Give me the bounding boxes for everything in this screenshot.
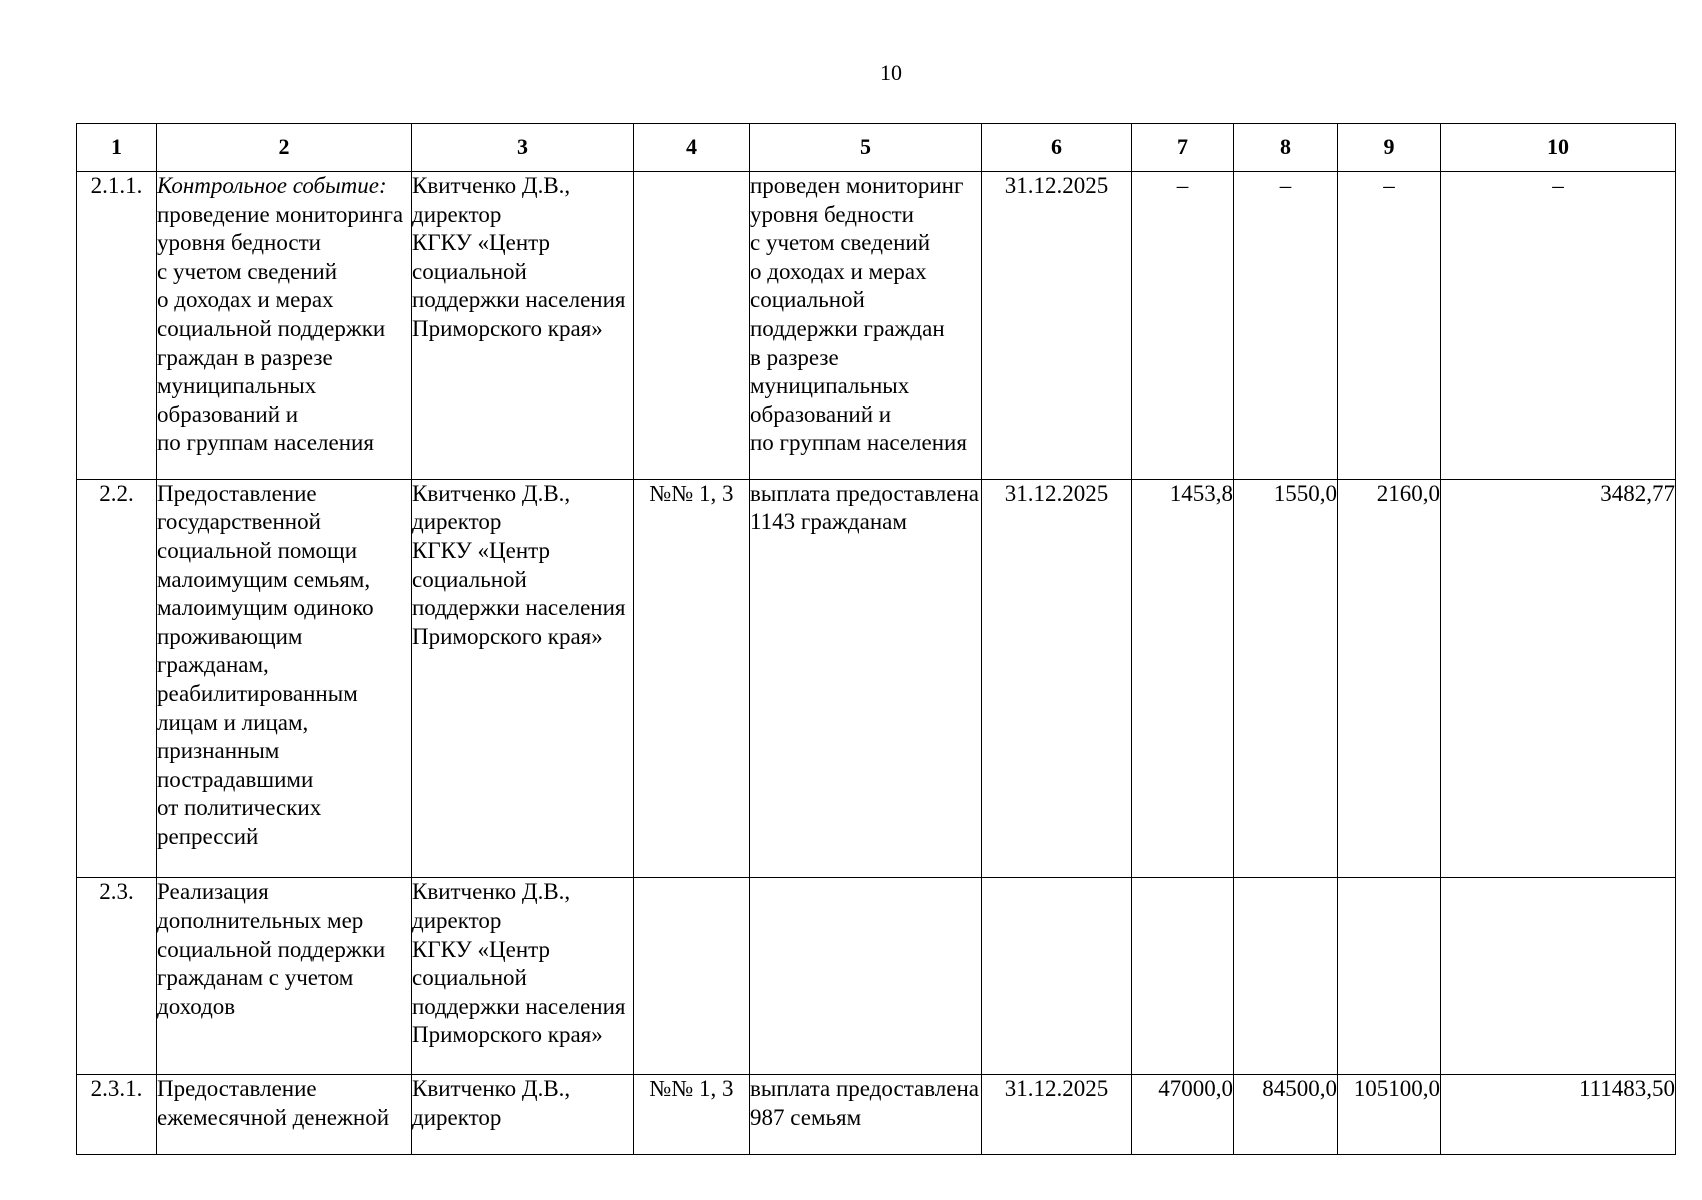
table-row xyxy=(77,878,1676,1075)
header-cell-4: 4 xyxy=(634,124,750,172)
expected-result xyxy=(750,878,982,1075)
value-col-8: 1550,0 xyxy=(1234,479,1338,878)
header-cell-1: 1 xyxy=(77,124,157,172)
indicator-refs xyxy=(634,878,750,1075)
header-cell-2: 2 xyxy=(157,124,412,172)
table-row xyxy=(77,172,1676,480)
header-cell-8: 8 xyxy=(1234,124,1338,172)
value-col-9: 2160,0 xyxy=(1338,479,1441,878)
value-col-9: – xyxy=(1338,172,1441,480)
row-number: 2.2. xyxy=(77,479,157,878)
measure-name: проведение мониторинга уровня бедности с учетом сведений о доходах и мерах социальной поддержки граждан в разрезе муниципальных образований и по группам населения xyxy=(157,201,404,456)
measure-name: Реализация дополнительных мер социальной поддержки гражданам с учетом доходов xyxy=(157,878,412,1075)
indicator-refs: №№ 1, 3 xyxy=(634,1075,750,1155)
header-cell-6: 6 xyxy=(982,124,1132,172)
indicator-refs xyxy=(634,172,750,480)
expected-result: выплата предоставлена 987 семьям xyxy=(750,1075,982,1155)
row-number: 2.3. xyxy=(77,878,157,1075)
control-event-label: Контрольное событие: xyxy=(157,173,387,198)
value-col-10 xyxy=(1441,878,1676,1075)
expected-result: выплата предоставлена 1143 гражданам xyxy=(750,479,982,878)
deadline-date: 31.12.2025 xyxy=(982,479,1132,878)
expected-result: проведен мониторинг уровня бедности с учетом сведений о доходах и мерах социальной поддержки граждан в разрезе муниципальных образований и по группам населения xyxy=(750,172,982,480)
page-number: 10 xyxy=(880,60,902,85)
responsible-person: Квитченко Д.В., директор КГКУ «Центр социальной поддержки населения Приморского края» xyxy=(412,172,634,480)
header-cell-10: 10 xyxy=(1441,124,1676,172)
value-col-8: 84500,0 xyxy=(1234,1075,1338,1155)
row-number: 2.3.1. xyxy=(77,1075,157,1155)
measure-name-cell xyxy=(157,172,412,480)
header-cell-9: 9 xyxy=(1338,124,1441,172)
measure-name: Предоставление государственной социальной помощи малоимущим семьям, малоимущим одиноко проживающим гражданам, реабилитированным лицам и лицам, признанным пострадавшими от политических репрессий xyxy=(157,479,412,878)
table-row xyxy=(77,479,1676,878)
measure-name: Предоставление ежемесячной денежной xyxy=(157,1075,412,1155)
header-cell-3: 3 xyxy=(412,124,634,172)
responsible-person: Квитченко Д.В., директор КГКУ «Центр социальной поддержки населения Приморского края» xyxy=(412,479,634,878)
responsible-person: Квитченко Д.В., директор КГКУ «Центр социальной поддержки населения Приморского края» xyxy=(412,878,634,1075)
deadline-date xyxy=(982,878,1132,1075)
header-cell-7: 7 xyxy=(1132,124,1234,172)
responsible-person: Квитченко Д.В., директор xyxy=(412,1075,634,1155)
header-row xyxy=(77,124,1676,172)
deadline-date: 31.12.2025 xyxy=(982,172,1132,480)
value-col-7: 1453,8 xyxy=(1132,479,1234,878)
value-col-8 xyxy=(1234,878,1338,1075)
value-col-7: 47000,0 xyxy=(1132,1075,1234,1155)
value-col-7: – xyxy=(1132,172,1234,480)
table-row xyxy=(77,1075,1676,1155)
value-col-10: 3482,77 xyxy=(1441,479,1676,878)
value-col-8: – xyxy=(1234,172,1338,480)
value-col-9 xyxy=(1338,878,1441,1075)
deadline-date: 31.12.2025 xyxy=(982,1075,1132,1155)
indicator-refs: №№ 1, 3 xyxy=(634,479,750,878)
value-col-9: 105100,0 xyxy=(1338,1075,1441,1155)
value-col-10: 111483,50 xyxy=(1441,1075,1676,1155)
value-col-7 xyxy=(1132,878,1234,1075)
header-cell-5: 5 xyxy=(750,124,982,172)
row-number: 2.1.1. xyxy=(77,172,157,480)
value-col-10: – xyxy=(1441,172,1676,480)
measures-table xyxy=(76,123,1676,1155)
